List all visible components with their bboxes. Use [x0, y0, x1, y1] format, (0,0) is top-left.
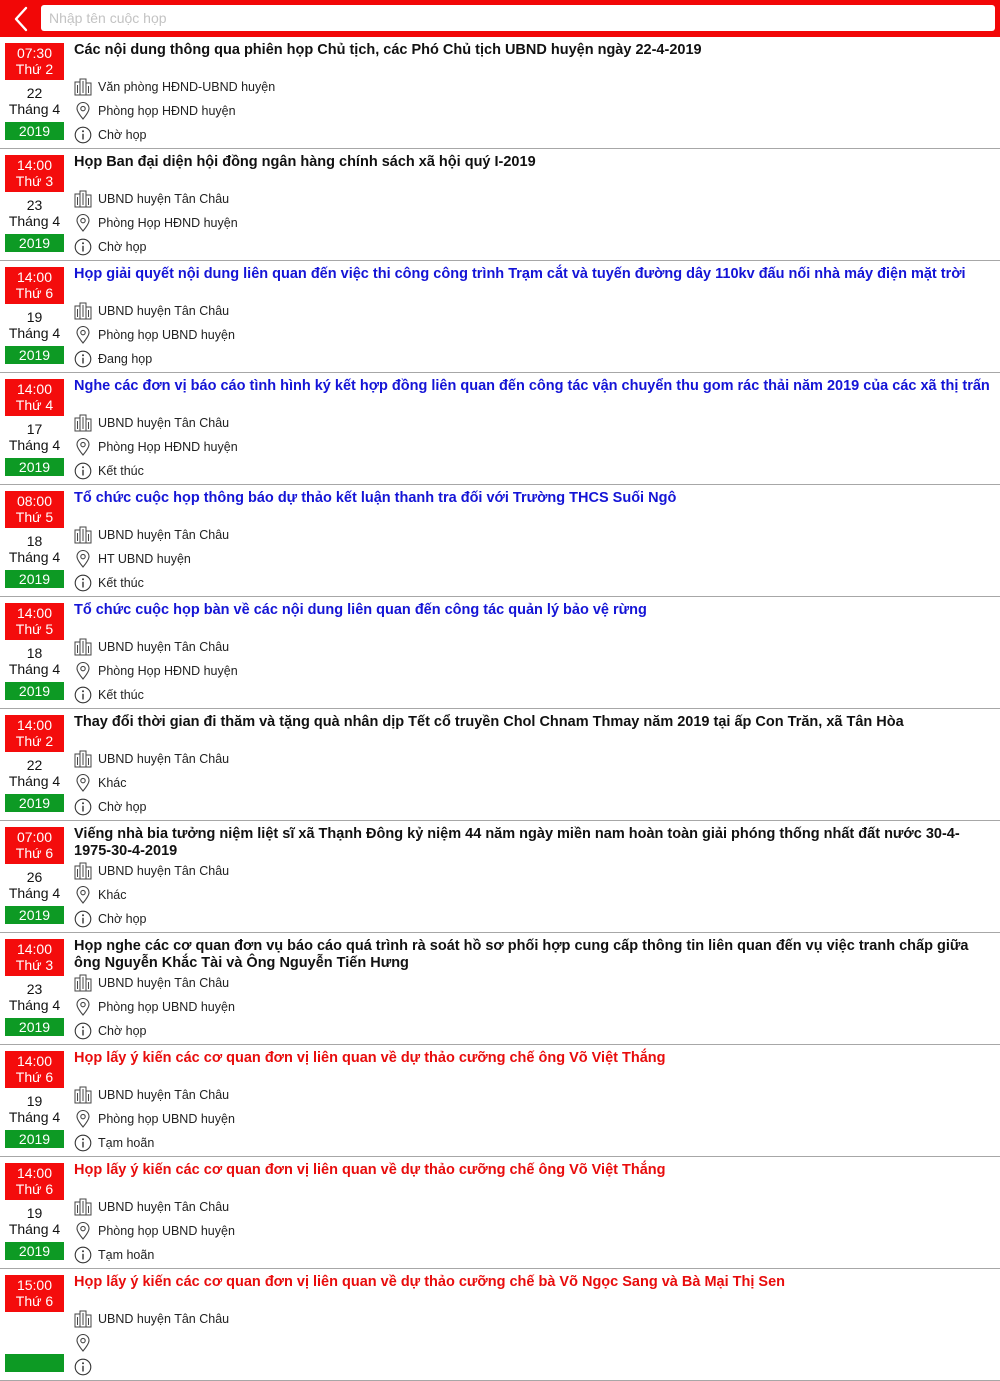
location-line — [74, 1109, 235, 1129]
search-input[interactable] — [41, 5, 995, 31]
meeting-year: 2019 — [5, 1130, 64, 1148]
meeting-row[interactable] — [0, 1157, 1000, 1269]
meeting-month: Tháng 4 — [8, 213, 61, 229]
building-icon — [74, 302, 92, 320]
meeting-day: 18 — [26, 533, 43, 549]
date-top — [5, 1275, 64, 1312]
status-line — [74, 461, 144, 481]
meeting-year — [5, 1354, 64, 1372]
meeting-title[interactable]: Thay đổi thời gian đi thăm và tặng quà nhân dịp Tết cổ truyền Chol Chnam Thmay năm 2019 tại ấp Con Trăn, xã Tân Hòa — [74, 714, 904, 730]
date-box — [5, 155, 64, 252]
date-top — [5, 43, 64, 80]
meeting-title[interactable]: Họp Ban đại diện hội đồng ngân hàng chính sách xã hội quý I-2019 — [74, 154, 536, 170]
info-icon — [74, 574, 92, 592]
meeting-day: 18 — [26, 645, 43, 661]
meeting-time: 14:00 — [16, 941, 53, 957]
date-top — [5, 603, 64, 640]
meeting-status: Đang họp — [98, 352, 153, 366]
meeting-organizer: Văn phòng HĐND-UBND huyện — [98, 80, 276, 94]
organizer-line — [74, 413, 229, 433]
meeting-title[interactable]: Tổ chức cuộc họp bàn về các nội dung liên quan đến công tác quản lý bảo vệ rừng — [74, 602, 647, 618]
date-middle — [5, 528, 64, 570]
top-bar — [0, 0, 1000, 37]
info-icon — [74, 350, 92, 368]
date-top — [5, 1051, 64, 1088]
date-top — [5, 1163, 64, 1200]
meeting-year: 2019 — [5, 234, 64, 252]
meeting-list — [0, 37, 1000, 1381]
building-icon — [74, 1198, 92, 1216]
meeting-organizer: UBND huyện Tân Châu — [98, 864, 230, 878]
meeting-title[interactable]: Họp nghe các cơ quan đơn vụ báo cáo quá trình rà soát hồ sơ phối hợp cung cấp thông tin liên quan đến vụ việc tranh chấp giữa ông Nguyễn Khắc Tài và Ông Nguyễn Tiến Hưng — [74, 938, 969, 971]
meeting-time: 14:00 — [16, 269, 53, 285]
meeting-weekday: Thứ 6 — [15, 285, 54, 301]
meeting-status: Chờ họp — [98, 128, 147, 142]
meeting-month: Tháng 4 — [8, 997, 61, 1013]
meeting-month: Tháng 4 — [8, 549, 61, 565]
meeting-row[interactable] — [0, 261, 1000, 373]
building-icon — [74, 1310, 92, 1328]
meeting-row[interactable] — [0, 597, 1000, 709]
date-middle — [5, 864, 64, 906]
status-line — [74, 1133, 154, 1153]
location-pin-icon — [74, 102, 92, 120]
status-line — [74, 909, 147, 929]
date-middle — [5, 80, 64, 122]
date-middle — [5, 640, 64, 682]
status-line — [74, 685, 144, 705]
meeting-row[interactable] — [0, 709, 1000, 821]
meeting-row[interactable] — [0, 821, 1000, 933]
date-top — [5, 379, 64, 416]
date-top — [5, 939, 64, 976]
date-middle — [5, 304, 64, 346]
status-line — [74, 1357, 98, 1377]
meeting-location: Phòng Họp HĐND huyện — [98, 440, 238, 454]
meeting-day: 22 — [26, 85, 43, 101]
date-box — [5, 379, 64, 476]
meeting-status: Kết thúc — [98, 576, 144, 590]
meeting-year: 2019 — [5, 122, 64, 140]
meeting-organizer: UBND huyện Tân Châu — [98, 304, 230, 318]
meeting-location: Phòng Họp HĐND huyện — [98, 664, 238, 678]
meeting-year: 2019 — [5, 682, 64, 700]
meeting-year: 2019 — [5, 1242, 64, 1260]
building-icon — [74, 750, 92, 768]
meeting-day: 19 — [26, 1205, 43, 1221]
building-icon — [74, 526, 92, 544]
meeting-weekday: Thứ 2 — [15, 733, 54, 749]
info-icon — [74, 798, 92, 816]
location-line — [74, 997, 235, 1017]
meeting-row[interactable] — [0, 485, 1000, 597]
info-icon — [74, 1246, 92, 1264]
location-pin-icon — [74, 662, 92, 680]
status-line — [74, 797, 147, 817]
meeting-status: Kết thúc — [98, 464, 144, 478]
meeting-location: Phòng Họp HĐND huyện — [98, 216, 238, 230]
meeting-row[interactable] — [0, 373, 1000, 485]
meeting-title[interactable]: Tổ chức cuộc họp thông báo dự thảo kết luận thanh tra đối với Trường THCS Suối Ngô — [74, 490, 677, 506]
info-icon — [74, 462, 92, 480]
meeting-month: Tháng 4 — [8, 325, 61, 341]
meeting-year: 2019 — [5, 1018, 64, 1036]
meeting-day: 17 — [26, 421, 43, 437]
date-box — [5, 939, 64, 1036]
date-box — [5, 1163, 64, 1260]
location-pin-icon — [74, 998, 92, 1016]
meeting-year: 2019 — [5, 570, 64, 588]
info-icon — [74, 1022, 92, 1040]
meeting-weekday: Thứ 6 — [15, 1293, 54, 1309]
date-top — [5, 267, 64, 304]
meeting-location: Phòng họp HĐND huyện — [98, 104, 236, 118]
building-icon — [74, 1086, 92, 1104]
meeting-organizer: UBND huyện Tân Châu — [98, 528, 230, 542]
meeting-row[interactable] — [0, 933, 1000, 1045]
organizer-line — [74, 77, 275, 97]
building-icon — [74, 638, 92, 656]
meeting-location: Phòng họp UBND huyện — [98, 1224, 235, 1238]
organizer-line — [74, 189, 229, 209]
meeting-organizer: UBND huyện Tân Châu — [98, 192, 230, 206]
location-line — [74, 1333, 98, 1353]
organizer-line — [74, 861, 229, 881]
meeting-month: Tháng 4 — [8, 885, 61, 901]
meeting-day: 19 — [26, 1093, 43, 1109]
organizer-line — [74, 749, 229, 769]
meeting-month: Tháng 4 — [8, 1221, 61, 1237]
date-middle — [5, 416, 64, 458]
organizer-line — [74, 1309, 229, 1329]
meeting-organizer: UBND huyện Tân Châu — [98, 752, 230, 766]
building-icon — [74, 974, 92, 992]
location-line — [74, 661, 238, 681]
date-box — [5, 43, 64, 140]
location-line — [74, 437, 238, 457]
status-line — [74, 349, 152, 369]
meeting-status: Chờ họp — [98, 800, 147, 814]
meeting-row[interactable] — [0, 37, 1000, 149]
meeting-status: Tạm hoãn — [98, 1248, 155, 1262]
date-top — [5, 827, 64, 864]
date-middle — [5, 1312, 64, 1354]
meeting-weekday: Thứ 5 — [15, 621, 54, 637]
status-line — [74, 1245, 154, 1265]
meeting-time: 14:00 — [16, 605, 53, 621]
meeting-weekday: Thứ 6 — [15, 1069, 54, 1085]
status-line — [74, 1021, 147, 1041]
meeting-organizer: UBND huyện Tân Châu — [98, 640, 230, 654]
chevron-left-icon — [13, 6, 29, 32]
meeting-title[interactable]: Nghe các đơn vị báo cáo tình hình ký kết hợp đồng liên quan đến công tác vận chuyển thu gom rác thải năm 2019 của các xã thị trấn — [74, 378, 990, 394]
location-line — [74, 549, 191, 569]
meeting-time: 14:00 — [16, 1053, 53, 1069]
date-top — [5, 715, 64, 752]
meeting-status: Kết thúc — [98, 688, 144, 702]
meeting-row[interactable] — [0, 1269, 1000, 1381]
location-pin-icon — [74, 1334, 92, 1352]
meeting-organizer: UBND huyện Tân Châu — [98, 1200, 230, 1214]
meeting-day: 23 — [26, 981, 43, 997]
date-middle — [5, 1200, 64, 1242]
meeting-weekday: Thứ 6 — [15, 1181, 54, 1197]
location-line — [74, 213, 238, 233]
meeting-weekday: Thứ 5 — [15, 509, 54, 525]
building-icon — [74, 414, 92, 432]
organizer-line — [74, 1197, 229, 1217]
building-icon — [74, 78, 92, 96]
meeting-title[interactable]: Viếng nhà bia tưởng niệm liệt sĩ xã Thạnh Đông kỷ niệm 44 năm ngày miền nam hoàn toàn giải phóng thống nhất đất nước 30-4-1975-30-4-2019 — [74, 826, 960, 859]
status-line — [74, 573, 144, 593]
date-top — [5, 155, 64, 192]
meeting-year: 2019 — [5, 346, 64, 364]
date-box — [5, 267, 64, 364]
meeting-title[interactable]: Họp lấy ý kiến các cơ quan đơn vị liên quan về dự thảo cưỡng chế ông Võ Việt Thắng — [74, 1050, 666, 1066]
location-pin-icon — [74, 774, 92, 792]
meeting-location: HT UBND huyện — [98, 552, 191, 566]
meeting-weekday: Thứ 2 — [15, 61, 54, 77]
meeting-time: 07:00 — [16, 829, 53, 845]
meeting-organizer: UBND huyện Tân Châu — [98, 416, 230, 430]
date-box — [5, 715, 64, 812]
status-line — [74, 237, 147, 257]
meeting-organizer: UBND huyện Tân Châu — [98, 1312, 230, 1326]
status-line — [74, 125, 147, 145]
meeting-location: Khác — [98, 776, 127, 790]
date-middle — [5, 752, 64, 794]
info-icon — [74, 910, 92, 928]
meeting-organizer: UBND huyện Tân Châu — [98, 1088, 230, 1102]
meeting-weekday: Thứ 6 — [15, 845, 54, 861]
location-pin-icon — [74, 438, 92, 456]
meeting-time: 15:00 — [16, 1277, 53, 1293]
date-box — [5, 1275, 64, 1372]
meeting-month: Tháng 4 — [8, 1109, 61, 1125]
location-pin-icon — [74, 886, 92, 904]
location-line — [74, 325, 235, 345]
meeting-title[interactable]: Họp lấy ý kiến các cơ quan đơn vị liên quan về dự thảo cưỡng chế ông Võ Việt Thắng — [74, 1162, 666, 1178]
organizer-line — [74, 525, 229, 545]
meeting-day: 19 — [26, 309, 43, 325]
meeting-weekday: Thứ 3 — [15, 173, 54, 189]
info-icon — [74, 1358, 92, 1376]
meeting-time: 14:00 — [16, 1165, 53, 1181]
meeting-status: Chờ họp — [98, 240, 147, 254]
meeting-organizer: UBND huyện Tân Châu — [98, 976, 230, 990]
meeting-title[interactable]: Các nội dung thông qua phiên họp Chủ tịch, các Phó Chủ tịch UBND huyện ngày 22-4-2019 — [74, 42, 702, 58]
meeting-time: 08:00 — [16, 493, 53, 509]
meeting-title[interactable]: Họp giải quyết nội dung liên quan đến việc thi công công trình Trạm cắt và tuyến đường dây 110kv đấu nối nhà máy điện mặt trời — [74, 266, 966, 282]
meeting-month: Tháng 4 — [8, 101, 61, 117]
info-icon — [74, 126, 92, 144]
meeting-time: 14:00 — [16, 157, 53, 173]
meeting-month: Tháng 4 — [8, 437, 61, 453]
meeting-year: 2019 — [5, 906, 64, 924]
date-box — [5, 603, 64, 700]
location-line — [74, 773, 127, 793]
meeting-location: Khác — [98, 888, 127, 902]
info-icon — [74, 1134, 92, 1152]
meeting-row[interactable] — [0, 149, 1000, 261]
organizer-line — [74, 637, 229, 657]
location-pin-icon — [74, 326, 92, 344]
meeting-status: Chờ họp — [98, 1024, 147, 1038]
meeting-year: 2019 — [5, 458, 64, 476]
meeting-time: 14:00 — [16, 717, 53, 733]
location-pin-icon — [74, 1110, 92, 1128]
location-pin-icon — [74, 550, 92, 568]
meeting-day: 26 — [26, 869, 43, 885]
info-icon — [74, 238, 92, 256]
building-icon — [74, 190, 92, 208]
meeting-location: Phòng họp UBND huyện — [98, 328, 235, 342]
meeting-month: Tháng 4 — [8, 661, 61, 677]
meeting-time: 14:00 — [16, 381, 53, 397]
date-top — [5, 491, 64, 528]
back-button[interactable] — [4, 0, 38, 37]
meeting-location: Phòng họp UBND huyện — [98, 1112, 235, 1126]
organizer-line — [74, 973, 229, 993]
meeting-title[interactable]: Họp lấy ý kiến các cơ quan đơn vị liên quan về dự thảo cưỡng chế bà Võ Ngọc Sang và Bà Mại Thị Sen — [74, 1274, 786, 1290]
date-box — [5, 491, 64, 588]
meeting-month: Tháng 4 — [8, 773, 61, 789]
date-middle — [5, 192, 64, 234]
meeting-location: Phòng họp UBND huyện — [98, 1000, 235, 1014]
meeting-row[interactable] — [0, 1045, 1000, 1157]
location-line — [74, 101, 236, 121]
location-pin-icon — [74, 214, 92, 232]
date-middle — [5, 1088, 64, 1130]
info-icon — [74, 686, 92, 704]
location-line — [74, 1221, 235, 1241]
building-icon — [74, 862, 92, 880]
meeting-status: Tạm hoãn — [98, 1136, 155, 1150]
meeting-year: 2019 — [5, 794, 64, 812]
meeting-day: 22 — [26, 757, 43, 773]
meeting-weekday: Thứ 4 — [15, 397, 54, 413]
organizer-line — [74, 301, 229, 321]
date-box — [5, 1051, 64, 1148]
date-box — [5, 827, 64, 924]
meeting-weekday: Thứ 3 — [15, 957, 54, 973]
organizer-line — [74, 1085, 229, 1105]
meeting-day: 23 — [26, 197, 43, 213]
location-line — [74, 885, 127, 905]
meeting-time: 07:30 — [16, 45, 53, 61]
date-middle — [5, 976, 64, 1018]
location-pin-icon — [74, 1222, 92, 1240]
meeting-status: Chờ họp — [98, 912, 147, 926]
